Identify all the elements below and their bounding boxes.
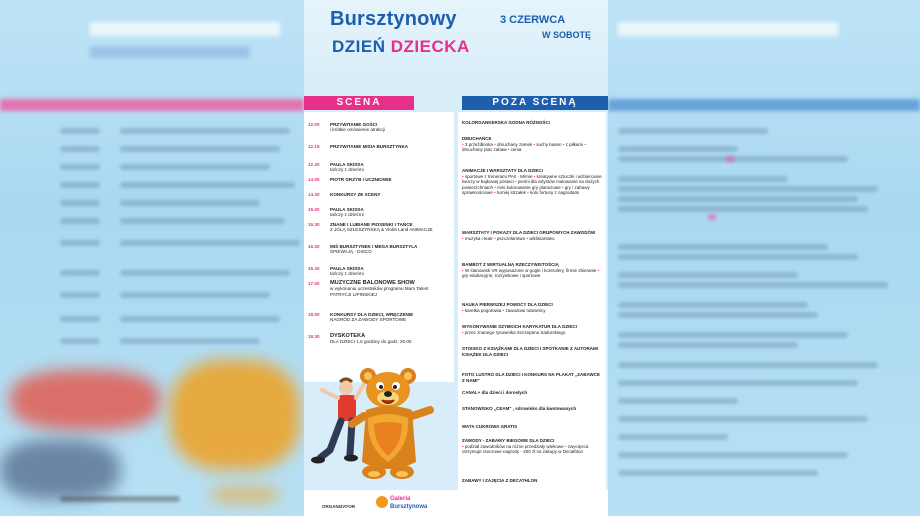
bullet-icon: • (561, 141, 566, 147)
child-and-bear-illustration (304, 366, 454, 496)
activity-block (462, 390, 602, 396)
blurred-line (60, 240, 100, 246)
schedule-subtitle: ŚPIEWAJĄ - DISCO (330, 249, 372, 255)
bullet-icon: • (493, 184, 498, 190)
activity-block (462, 120, 602, 126)
blurred-line (618, 398, 738, 404)
activity-block (462, 302, 602, 313)
bullet-icon: • (506, 147, 511, 153)
schedule-text (330, 144, 450, 149)
poster-header (304, 0, 608, 92)
schedule-text (330, 266, 450, 277)
blurred-line (60, 316, 100, 322)
schedule-title: MIŚ BURSZTYNEK I MEGA BURSZTYLA (330, 244, 418, 249)
activity-title: FOTO LUSTRO DLA DZIECI I KONKURS NA PLAKAT „ZABAWCE Z NAMI" (462, 372, 600, 383)
blurred-footer (60, 496, 180, 502)
schedule-title: PAULA SKISSA (330, 266, 364, 271)
bullet-icon: • (462, 173, 465, 179)
blurred-subtitle (90, 46, 250, 58)
bullet-icon: • (462, 443, 465, 449)
blurred-line (618, 380, 858, 386)
activity-item: turniej strzałek (496, 190, 526, 196)
section-heading-scena: SCENA (304, 96, 414, 110)
activity-block (462, 478, 602, 484)
blurred-line (60, 128, 100, 134)
bullet-icon: • (525, 190, 530, 196)
schedule-time: 18.30 (308, 334, 320, 339)
bullet-icon: • (563, 443, 568, 449)
bullet-icon: • (532, 173, 537, 179)
bullet-icon: • (513, 179, 518, 185)
blurred-line (618, 342, 798, 348)
schedule-time: 18.00 (308, 312, 320, 317)
activity-item: 3 przeźdłonka (464, 141, 493, 147)
blurred-line (120, 182, 295, 188)
activity-item: wikliniarstwo (529, 235, 555, 241)
blurred-line (618, 302, 808, 308)
organizer-label: ORGANIZATOR (322, 504, 356, 509)
bullet-icon: • (492, 190, 497, 196)
blurred-line (120, 128, 290, 134)
blurred-line (618, 254, 858, 260)
activity-title: CANAL+ dla dzieci i dorosłych (462, 390, 528, 395)
blurred-line (60, 146, 100, 152)
activity-item: karetka pogotowia (464, 307, 502, 313)
schedule-time: 15.30 (308, 222, 320, 227)
activity-item: podział zawodników na różne przedziały wiekowe (464, 443, 564, 449)
activity-block (462, 324, 602, 335)
activity-items (462, 444, 602, 455)
activity-item: muzyka i teatr (464, 235, 493, 241)
stage-schedule (304, 112, 454, 382)
blurred-line (120, 338, 260, 344)
blurred-line (618, 272, 798, 278)
blurred-line (120, 146, 280, 152)
brand-subtitle (332, 37, 470, 57)
blurred-bullet (708, 214, 716, 220)
activity-block (462, 230, 602, 241)
schedule-time: 17.00 (308, 281, 320, 286)
schedule-text (330, 162, 450, 173)
bullet-icon: • (532, 141, 537, 147)
schedule-subtitle: tańczy z dziećmi (330, 271, 364, 277)
blurred-line (120, 270, 290, 276)
schedule-text (330, 177, 450, 182)
blurred-line (618, 128, 768, 134)
blurred-background-left (0, 0, 304, 516)
activity-title: WYKONYWANIE SZYBKICH KARYKATUR DLA DZIECI (462, 324, 577, 329)
blurred-line (618, 434, 728, 440)
schedule-text (330, 122, 450, 133)
blurred-line (120, 218, 285, 224)
activity-title: DMUCHAŃCE (462, 136, 492, 141)
activity-items (462, 142, 602, 153)
blurred-line (120, 240, 300, 246)
schedule-time: 12.30 (308, 162, 320, 167)
blurred-line (60, 164, 100, 170)
activity-items (462, 174, 602, 196)
blurred-line (618, 146, 738, 152)
schedule-text (330, 334, 450, 345)
activity-item: kreatywne sztuczki i wzbiercanie tworzy w bajkowej postaci (462, 173, 602, 185)
activity-block (462, 168, 602, 196)
schedule-title: PAULA SKISSA (330, 162, 364, 167)
activity-item: zawodowi ratownicy (505, 307, 546, 313)
schedule-title: PRZYWITANIE MISIA BURSZTYNKA (330, 144, 409, 149)
activity-title: NAUKA PIERWSZEJ POMOCY DLA DZIECI (462, 302, 553, 307)
activity-item: gry edukacyjne, rozrywkowe i sportowe (462, 273, 541, 279)
activity-items (462, 330, 602, 336)
blurred-logo (210, 488, 280, 502)
activity-item: zwycięzca otrzymuje rzeczowe nagrody - 200 zł na zakupy w Decathlon (462, 443, 589, 455)
activity-items (462, 268, 602, 279)
event-poster (304, 0, 608, 516)
schedule-title: PIOTR GRZYB I UCZNIOWIE (330, 177, 392, 182)
activity-title: STOISKO Z KSIĄŻKAMI DLA DZIECI I SPOTKANIE Z AUTORAMI KSIĄŻEK DLA DZIECI (462, 346, 599, 357)
blurred-line (120, 200, 260, 206)
event-day: W SOBOTĘ (542, 30, 591, 40)
activity-block (462, 424, 602, 430)
blurred-line (60, 218, 100, 224)
schedule-time: 14.30 (308, 192, 320, 197)
blurred-background-right (608, 0, 920, 516)
schedule-subtitle: i krótkie omówienie atrakcji (330, 127, 385, 133)
schedule-title: MUZYCZNE BALONOWE SHOW (330, 280, 415, 286)
bullet-icon: • (560, 184, 565, 190)
blurred-section-bar (608, 99, 920, 111)
activity-items (462, 308, 602, 314)
schedule-subtitle: Z JOLĄ SZLESZYŃSKĄ & Violet Land ANIMACJE (330, 227, 433, 233)
blurred-line (60, 270, 100, 276)
activity-item: W stanowisk VR wyposażone w gogle i kontrolery, firmie zbieranie (464, 267, 597, 273)
brand-title: Bursztynowy (330, 8, 457, 30)
schedule-subtitle: NAGRÓD ZA ZAWODY SPORTOWE (330, 317, 407, 323)
schedule-text (330, 222, 450, 233)
blurred-line (618, 362, 878, 368)
activity-item: przez znanego rysownika Szczepana Sadurskiego (464, 329, 566, 335)
activity-title: STANOWISKO „CEAM" , sdrowisko dla kwotowanych (462, 406, 577, 411)
blurred-line (618, 176, 788, 182)
activity-block (462, 346, 602, 357)
off-stage-activities (458, 112, 606, 508)
activity-block (462, 438, 602, 455)
blurred-line (120, 292, 270, 298)
activity-item: kolo fortuny z nagrodami (529, 190, 580, 196)
activity-title: ZAWODY - ZABAWY BIEGOWE DLA DZIECI (462, 438, 555, 443)
blurred-line (618, 186, 878, 192)
blurred-line (120, 316, 280, 322)
blurred-line (618, 452, 848, 458)
activity-item: mini kolorowanie gry planszowe (497, 184, 561, 190)
bullet-icon: • (462, 235, 465, 241)
schedule-time: 12.15 (308, 144, 320, 149)
blurred-line (618, 244, 828, 250)
blurred-bear (170, 360, 300, 470)
blurred-section-bar (0, 99, 304, 111)
bullet-icon: • (462, 267, 465, 273)
section-heading-poza-scena: POZA SCENĄ (462, 96, 608, 110)
schedule-subtitle: DLA DZIECI 1,5 godziny do godz. 20.00 (330, 339, 412, 345)
schedule-title: PRZYWITANIE GOŚCI (330, 122, 378, 127)
blurred-bullet (726, 156, 734, 162)
activity-title: BAMBOT Z WIRTUALNĄ RZECZYWISTOŚCIĄ (462, 262, 559, 267)
blurred-line (618, 332, 848, 338)
schedule-text (330, 207, 450, 218)
bullet-icon: • (462, 307, 465, 313)
activity-item: z piłkami (565, 141, 584, 147)
poster-footer (304, 490, 608, 516)
activity-title: WATA CUKROWA GRATIS (462, 424, 518, 429)
schedule-title: DYSKOTEKA (330, 333, 366, 339)
activity-item: pieśni dla artystów malowanie na dużych powierzchniach (462, 179, 600, 190)
bullet-icon: • (525, 235, 530, 241)
blurred-line (618, 312, 818, 318)
schedule-subtitle: tańczy z dziećmi (330, 212, 364, 218)
blurred-figure (10, 370, 160, 430)
bullet-icon: • (492, 235, 497, 241)
activity-title: KOLORGANKERSKA GODNA RÓŻNOŚCI (462, 120, 550, 125)
activity-item: dmuchany plac zabaw (462, 147, 507, 153)
schedule-text (330, 192, 450, 197)
schedule-title: ZNANE I LUBIANE PIOSENKI I TAŃCE (330, 222, 413, 227)
logo-text-bursztynowa: Bursztynowa (390, 504, 428, 510)
activity-title: ANIMACJE I WARSZTATY DLA DZIECI (462, 168, 543, 173)
blurred-line (618, 206, 868, 212)
schedule-title: KONKURSY ZE SCENY (330, 192, 381, 197)
blurred-line (60, 338, 100, 344)
blurred-line (60, 182, 100, 188)
schedule-subtitle: w wykonaniu uczestników programu Mam Talent PATRYCJI LIPIŃSKIEJ (330, 286, 429, 297)
schedule-time: 14.00 (308, 177, 320, 182)
schedule-time: 12.00 (308, 122, 320, 127)
schedule-text (330, 244, 450, 255)
brand-word-dzien: DZIEŃ (332, 37, 386, 56)
activity-block (462, 136, 602, 153)
schedule-text (330, 281, 450, 297)
activity-item: cenia (510, 147, 522, 153)
blurred-line (60, 292, 100, 298)
schedule-title: PAULA SKISSA (330, 207, 364, 212)
bullet-icon: • (462, 329, 465, 335)
bullet-icon: • (596, 267, 600, 273)
schedule-time: 16.30 (308, 244, 320, 249)
blurred-line (618, 196, 858, 202)
activity-item: gry i zabawy sprawnościowe (462, 184, 590, 196)
blurred-line (618, 470, 818, 476)
blurred-title (618, 22, 838, 36)
schedule-subtitle: tańczy z dziećmi (330, 167, 364, 173)
schedule-time: 16.30 (308, 266, 320, 271)
activity-title: ZABAWY I ZAJĘCIA Z DECATHLON (462, 478, 538, 483)
activity-item: suchy basen (536, 141, 562, 147)
activity-item: dmuchany zamek (496, 141, 533, 147)
event-date: 3 CZERWCA (500, 14, 566, 26)
bullet-icon: • (462, 141, 465, 147)
blurred-line (618, 282, 888, 288)
bullet-icon: • (492, 141, 497, 147)
blurred-line (60, 200, 100, 206)
blurred-figure-legs (0, 440, 120, 500)
galeria-logo-icon (376, 496, 388, 508)
brand-word-dziecka: DZIECKA (390, 37, 470, 56)
schedule-time: 15.00 (308, 207, 320, 212)
activity-block (462, 406, 602, 412)
bullet-icon: • (583, 141, 586, 147)
activity-items (462, 236, 602, 242)
blurred-line (618, 416, 868, 422)
blurred-line (120, 164, 270, 170)
activity-item: sportowe z trenerami PAII - Mirnie (464, 173, 533, 179)
schedule-title: KONKURSY DLA DZIECI, WRĘCZENIE (330, 312, 414, 317)
activity-item: pszczelarstwo (496, 235, 526, 241)
schedule-text (330, 312, 450, 323)
activity-block (462, 262, 602, 279)
logo-text-galeria: Galeria (390, 496, 411, 502)
blurred-title (90, 22, 280, 36)
activity-title: WARSZTATY I POKAZY DLA DZIECI GRUPOWYCH ZAWODÓW (462, 230, 596, 235)
bullet-icon: • (501, 307, 506, 313)
activity-block (462, 372, 602, 383)
